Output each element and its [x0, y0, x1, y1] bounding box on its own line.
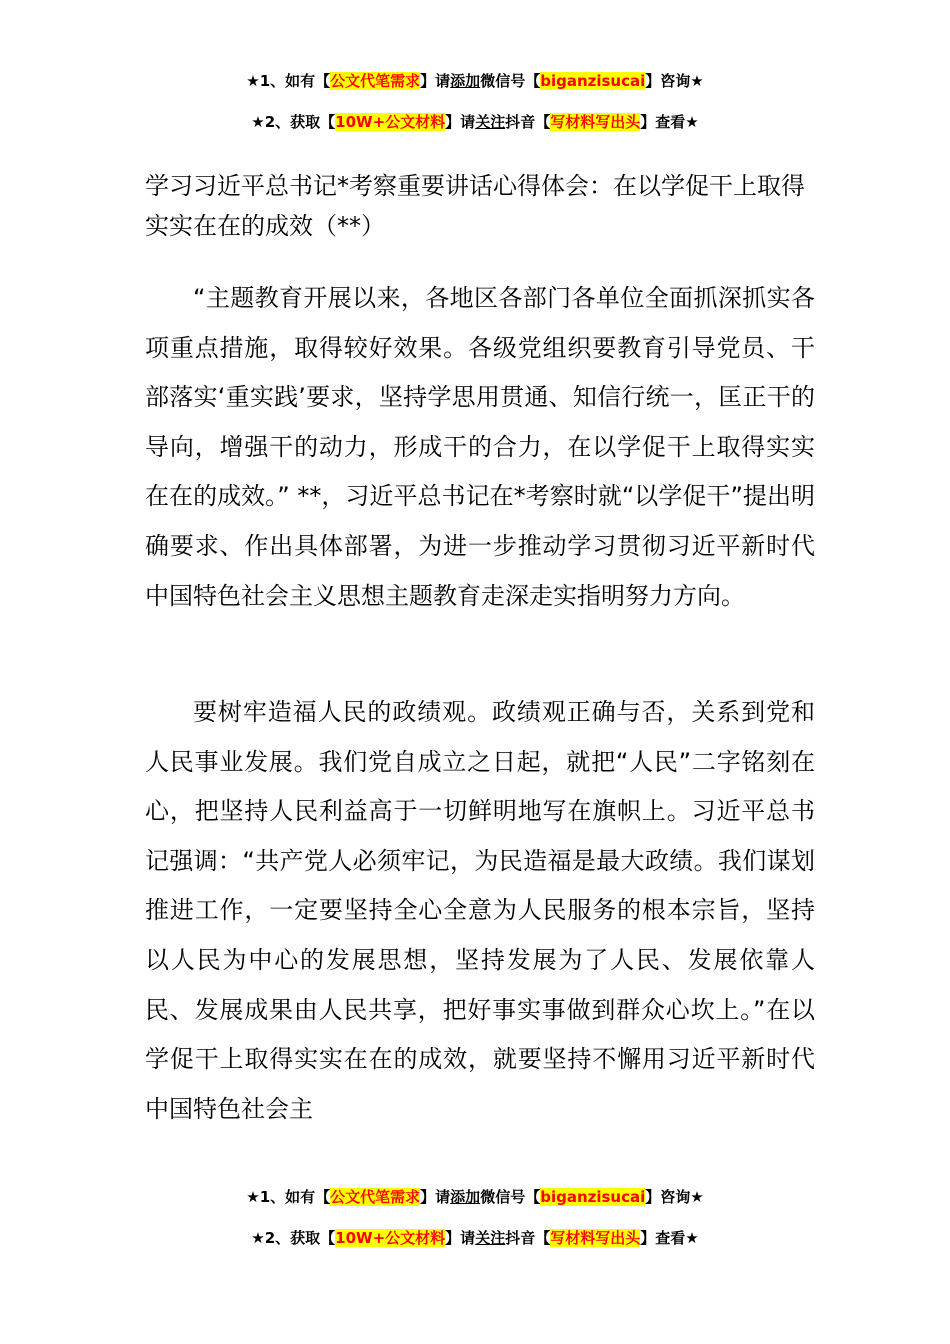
- header-promo-line-2: [0, 111, 950, 133]
- promo-highlight-service: 公文代笔需求: [330, 1188, 421, 1206]
- promo-prefix: 2、获取【: [264, 1229, 336, 1247]
- star-icon: ★: [690, 72, 704, 90]
- promo-suffix: 】咨询: [645, 72, 691, 90]
- promo-text: 】请: [420, 72, 451, 90]
- promo-text: 微信号【: [480, 72, 541, 90]
- promo-underlined-action: 关注: [475, 1229, 506, 1247]
- promo-highlight-wechat-id: biganzisucai: [540, 1188, 646, 1206]
- body-paragraph-1: “主题教育开展以来，各地区各部门各单位全面抓深抓实各项重点措施，取得较好效果。各级党组织要教育引导党员、干部落实‘重实践’要求，坚持学思用贯通、知信行统一，匡正干的导向，增强干的动力，形成干的合力，在以学促干上取得实实在在的成效。” **，习近平总书记在*考察时就“以学促干”提出明确要求、作出具体部署，为进一步推动学习贯彻习近平新时代中国特色社会主义思想主题教育走深走实指明努力方向。: [145, 284, 815, 610]
- header-promo-line-1: [0, 70, 950, 92]
- promo-suffix: 】查看: [640, 1229, 686, 1247]
- promo-prefix: 2、获取【: [264, 113, 336, 131]
- promo-text: 抖音【: [505, 113, 551, 131]
- star-icon: ★: [246, 72, 260, 90]
- promo-text: 微信号【: [480, 1188, 541, 1206]
- footer-promo-line-2: [0, 1227, 950, 1249]
- promo-text: 抖音【: [505, 1229, 551, 1247]
- promo-text: 】请: [445, 113, 476, 131]
- promo-suffix: 】查看: [640, 113, 686, 131]
- star-icon: ★: [685, 113, 699, 131]
- promo-underlined-action: 添加: [450, 1188, 481, 1206]
- promo-highlight-douyin-account: 写材料写出头: [550, 1229, 641, 1247]
- promo-highlight-materials: 10W+公文材料: [335, 1229, 446, 1247]
- promo-highlight-materials: 10W+公文材料: [335, 113, 446, 131]
- promo-underlined-action: 添加: [450, 72, 481, 90]
- promo-text: 】请: [445, 1229, 476, 1247]
- star-icon: ★: [251, 113, 265, 131]
- footer-promo-line-1: [0, 1186, 950, 1208]
- promo-highlight-service: 公文代笔需求: [330, 72, 421, 90]
- body-paragraph-2: 要树牢造福人民的政绩观。政绩观正确与否，关系到党和人民事业发展。我们党自成立之日起，就把“人民”二字铭刻在心，把坚持人民利益高于一切鲜明地写在旗帜上。习近平总书记强调：“共产党人必须牢记，为民造福是最大政绩。我们谋划推进工作，一定要坚持全心全意为人民服务的根本宗旨，坚持以人民为中心的发展思想，坚持发展为了人民、发展依靠人民、发展成果由人民共享，把好事实事做到群众心坎上。”在以学促干上取得实实在在的成效，就要坚持不懈用习近平新时代中国特色社会主: [145, 698, 815, 1123]
- promo-prefix: 1、如有【: [259, 1188, 331, 1206]
- star-icon: ★: [685, 1229, 699, 1247]
- promo-underlined-action: 关注: [475, 113, 506, 131]
- document-title: 学习习近平总书记*考察重要讲话心得体会：在以学促干上取得实实在在的成效（**）: [145, 172, 805, 240]
- promo-highlight-wechat-id: biganzisucai: [540, 72, 646, 90]
- promo-suffix: 】咨询: [645, 1188, 691, 1206]
- promo-text: 】请: [420, 1188, 451, 1206]
- promo-prefix: 1、如有【: [259, 72, 331, 90]
- star-icon: ★: [690, 1188, 704, 1206]
- star-icon: ★: [246, 1188, 260, 1206]
- promo-highlight-douyin-account: 写材料写出头: [550, 113, 641, 131]
- star-icon: ★: [251, 1229, 265, 1247]
